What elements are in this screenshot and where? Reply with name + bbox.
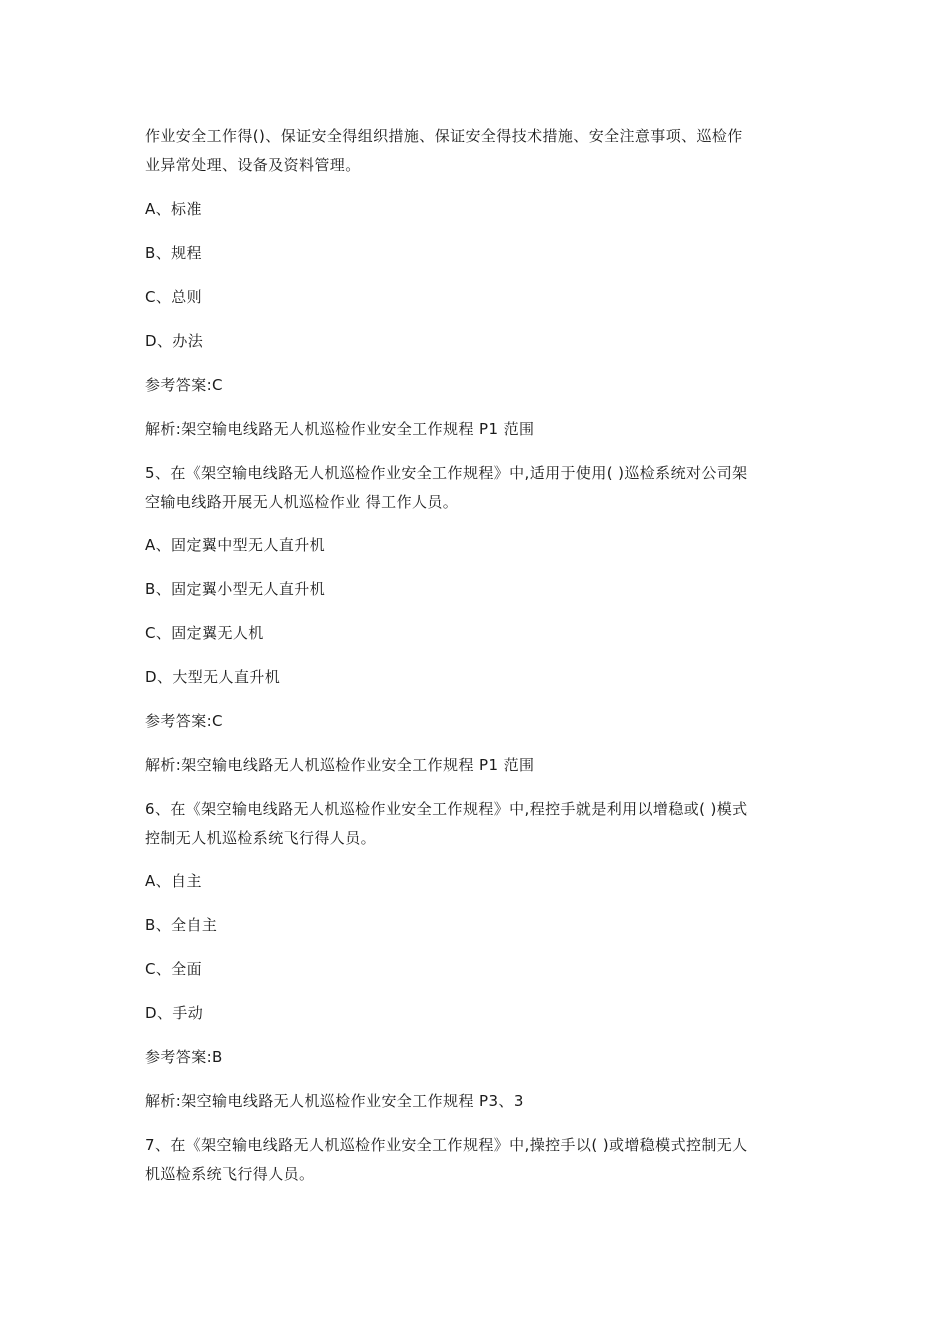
option-c: C、总则: [145, 288, 203, 306]
analysis: 解析:架空输电线路无人机巡检作业安全工作规程 P1 范围: [145, 420, 535, 438]
option-d: D、办法: [145, 332, 204, 350]
paragraph-line: 业异常处理、设备及资料管理。: [145, 156, 361, 174]
analysis: 解析:架空输电线路无人机巡检作业安全工作规程 P1 范围: [145, 756, 535, 774]
reference-answer: 参考答案:C: [145, 712, 223, 730]
option-a: A、自主: [145, 872, 202, 890]
option-c: C、固定翼无人机: [145, 624, 264, 642]
option-b: B、规程: [145, 244, 202, 262]
question-line: 6、在《架空输电线路无人机巡检作业安全工作规程》中,程控手就是利用以增稳或( )模式: [145, 800, 748, 818]
question-line: 控制无人机巡检系统飞行得人员。: [145, 829, 377, 847]
option-b: B、固定翼小型无人直升机: [145, 580, 326, 598]
option-a: A、固定翼中型无人直升机: [145, 536, 326, 554]
question-line: 5、在《架空输电线路无人机巡检作业安全工作规程》中,适用于使用( )巡检系统对公司架: [145, 464, 748, 482]
option-c: C、全面: [145, 960, 203, 978]
question-line: 机巡检系统飞行得人员。: [145, 1165, 315, 1183]
option-d: D、大型无人直升机: [145, 668, 281, 686]
option-b: B、全自主: [145, 916, 218, 934]
analysis: 解析:架空输电线路无人机巡检作业安全工作规程 P3、3: [145, 1092, 524, 1110]
question-line: 7、在《架空输电线路无人机巡检作业安全工作规程》中,操控手以( )或增稳模式控制无人: [145, 1136, 748, 1154]
question-line: 空输电线路开展无人机巡检作业 得工作人员。: [145, 493, 459, 511]
reference-answer: 参考答案:C: [145, 376, 223, 394]
option-a: A、标准: [145, 200, 202, 218]
option-d: D、手动: [145, 1004, 204, 1022]
reference-answer: 参考答案:B: [145, 1048, 223, 1066]
paragraph-line: 作业安全工作得()、保证安全得组织措施、保证安全得技术措施、安全注意事项、巡检作: [145, 127, 743, 145]
